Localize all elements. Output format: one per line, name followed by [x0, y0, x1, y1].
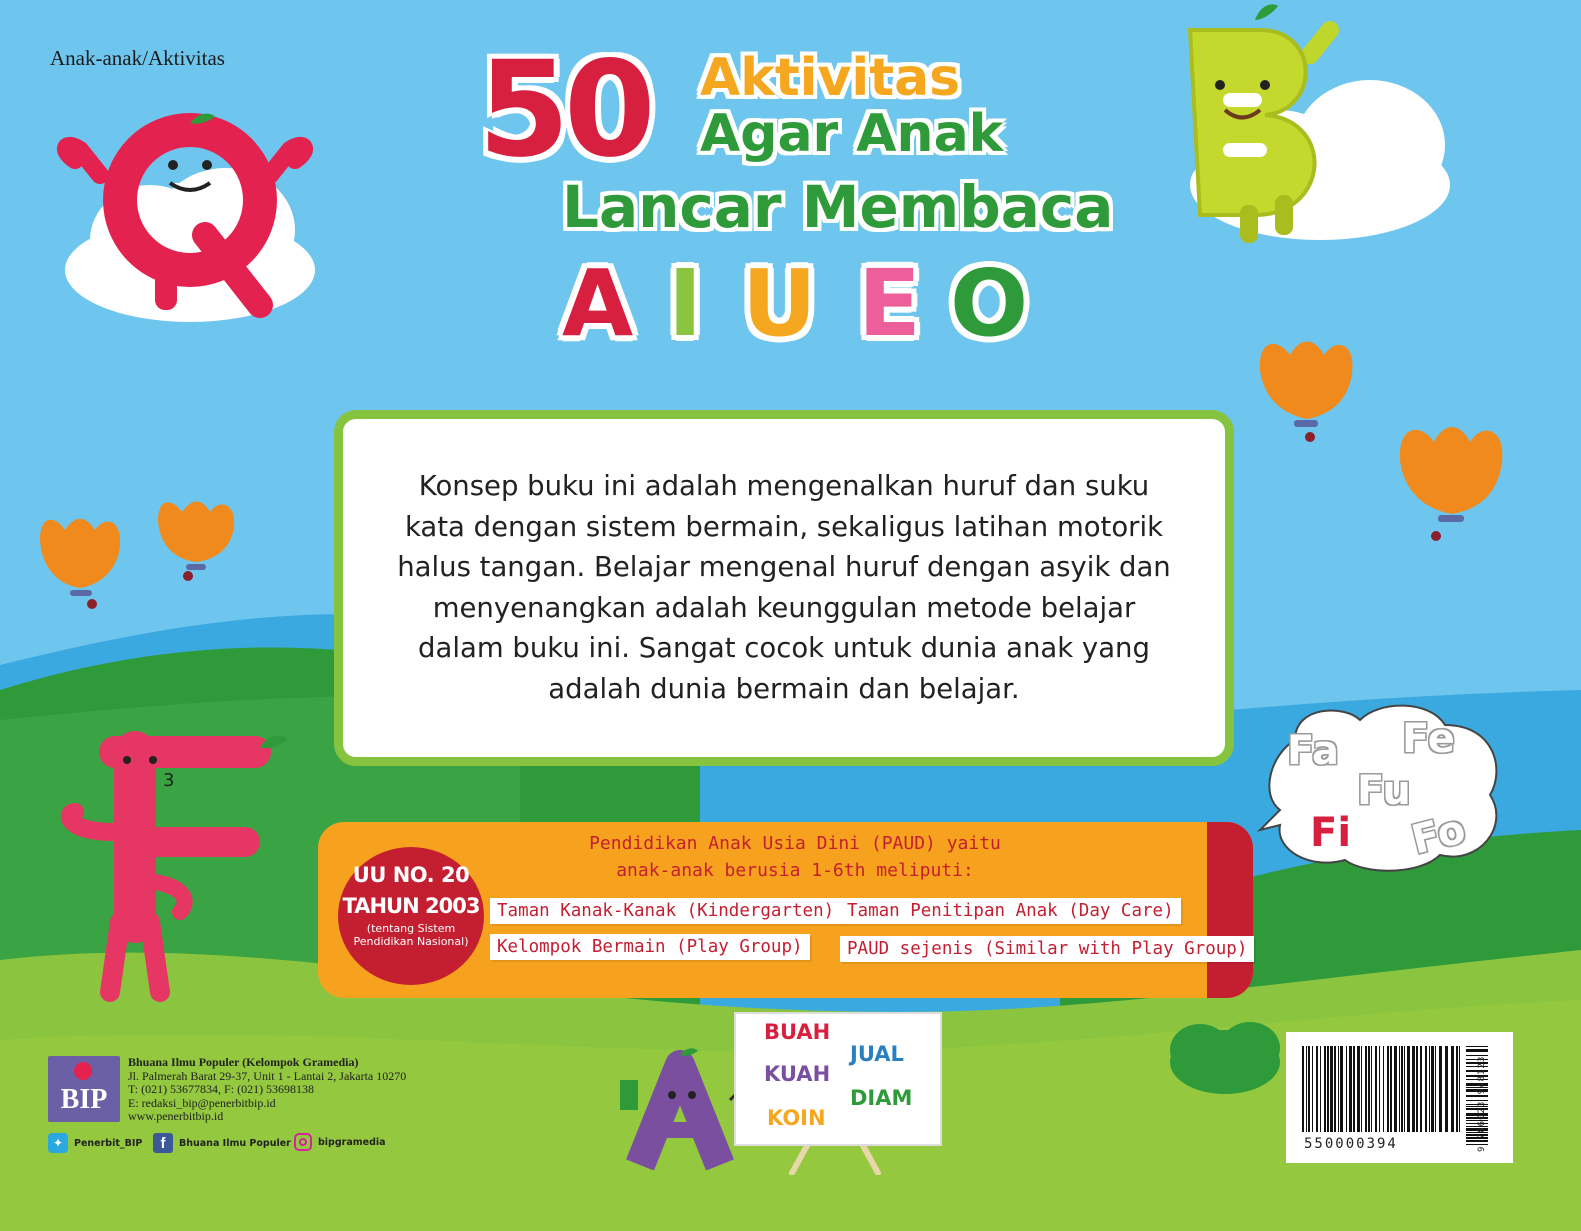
barcode-stripe [1349, 1046, 1352, 1132]
barcode-stripe [1435, 1046, 1436, 1132]
letter-q-character-icon [55, 105, 325, 320]
barcode-stripe [1401, 1046, 1403, 1132]
law-badge-line-1: UU NO. 20 [352, 863, 470, 887]
paud-item-similar: PAUD sejenis (Similar with Play Group) [840, 936, 1254, 962]
barcode-stripe [1399, 1046, 1400, 1132]
balloon-icon [1252, 335, 1362, 447]
barcode-stripe [1404, 1046, 1405, 1132]
barcode-stripe [1361, 1046, 1362, 1132]
title-line-2: Agar Anak [700, 104, 1004, 164]
barcode-stripe [1375, 1046, 1377, 1132]
publisher-logo-dot [74, 1062, 92, 1080]
description-text: Konsep buku ini adalah mengenalkan huruf dan suku kata dengan sistem bermain, sekaligus latihan motorik halus tangan. Belajar mengenal huruf dengan asyik dan menyenangkan adalah keunggulan metode belajar dalam buku ini. Sangat cocok untuk dunia anak yang adalah dunia bermain dan belajar. [397, 470, 1171, 705]
vowel-o: O [950, 250, 1029, 357]
publisher-name: Bhuana Ilmu Populer (Kelompok Gramedia) [128, 1055, 359, 1069]
instagram-link[interactable] [294, 1133, 386, 1151]
vowel-u: U [742, 250, 817, 357]
barcode-stripe [1431, 1046, 1434, 1132]
barcode-stripe [1445, 1046, 1448, 1132]
barcode-stripe [1439, 1046, 1442, 1132]
publisher-email: E: redaksi_bip@penerbitbip.id [128, 1095, 276, 1110]
board-word-jual: JUAL [850, 1042, 904, 1066]
twitter-handle: Penerbit_BIP [74, 1137, 143, 1149]
paud-item-day-care: Taman Penitipan Anak (Day Care) [840, 898, 1181, 924]
balloon-icon [150, 496, 240, 586]
board-word-diam: DIAM [850, 1086, 913, 1110]
barcode-stripe [1394, 1046, 1397, 1132]
barcode-stripe [1459, 1046, 1460, 1132]
publisher-logo [48, 1056, 120, 1122]
vowel-e: E [858, 250, 921, 357]
barcode-stripe [1425, 1046, 1427, 1132]
barcode-stripe [1371, 1046, 1372, 1132]
barcode-stripe [1390, 1046, 1392, 1132]
barcode-stripe [1379, 1046, 1380, 1132]
title-number: 50 [478, 33, 650, 187]
barcode-stripe [1368, 1046, 1370, 1132]
balloon-icon [30, 510, 130, 615]
barcode-stripe [1316, 1046, 1318, 1132]
barcode-stripe [1330, 1046, 1333, 1132]
letter-b-character-icon [1160, 0, 1360, 250]
syllable-fo: Fo [1407, 806, 1470, 864]
barcode-stripe [1306, 1046, 1307, 1132]
barcode-stripe [1357, 1046, 1360, 1132]
syllable-fa: Fa [1287, 728, 1339, 774]
balloon-icon [1394, 420, 1509, 545]
barcode-stripe [1320, 1046, 1321, 1132]
barcode-stripe [1308, 1046, 1310, 1132]
barcode-stripe [1334, 1046, 1336, 1132]
law-badge-note: (tentang Sistem Pendidikan Nasional) [353, 922, 469, 948]
title-line-3: Lancar Membaca [562, 173, 1114, 241]
letter-f-character-icon [55, 722, 300, 1007]
svg-text:3: 3 [163, 770, 175, 791]
law-badge-line-2: TAHUN 2003 [342, 894, 480, 918]
paud-title-line-1: Pendidikan Anak Usia Dini (PAUD) yaitu [589, 833, 1001, 854]
barcode-stripe [1346, 1046, 1347, 1132]
barcode-stripe [1456, 1046, 1458, 1132]
barcode-stripe [1416, 1046, 1418, 1132]
paud-item-kindergarten: Taman Kanak-Kanak (Kindergarten) [490, 898, 841, 924]
publisher-phone: T: (021) 53677834, F: (021) 53698138 [128, 1082, 315, 1096]
barcode-stripe [1451, 1046, 1454, 1132]
barcode-stripe [1338, 1046, 1339, 1132]
syllable-fi: Fi [1310, 810, 1352, 856]
barcode-stripe [1353, 1046, 1355, 1132]
barcode-stripe [1412, 1046, 1415, 1132]
barcode-stripe [1365, 1046, 1367, 1132]
instagram-icon [294, 1133, 312, 1151]
isbn-barcode-stripe [1466, 1046, 1488, 1047]
twitter-icon: ✦ [48, 1133, 68, 1153]
barcode-bars [1302, 1046, 1462, 1132]
barcode-stripe [1420, 1046, 1422, 1132]
paud-item-play-group: Kelompok Bermain (Play Group) [490, 934, 810, 960]
barcode-stripe [1383, 1046, 1384, 1132]
barcode-stripe [1429, 1046, 1430, 1132]
facebook-link[interactable] [153, 1133, 291, 1153]
facebook-icon: f [153, 1133, 173, 1153]
barcode-stripe [1302, 1046, 1304, 1132]
board-word-buah: BUAH [764, 1020, 831, 1044]
vowel-i: I [668, 250, 703, 357]
barcode-stripe [1324, 1046, 1326, 1132]
publisher-logo-text: BIP [60, 1084, 108, 1115]
syllable-fe: Fe [1402, 716, 1455, 762]
barcode-stripe [1327, 1046, 1329, 1132]
vowel-a: A [562, 250, 634, 357]
barcode-stripe [1387, 1046, 1389, 1132]
barcode-stripe [1407, 1046, 1410, 1132]
publisher-website[interactable]: www.penerbitbip.id [128, 1109, 224, 1123]
publisher-address: Jl. Palmerah Barat 29-37, Unit 1 - Lantai 2, Jakarta 10270 [128, 1068, 407, 1083]
syllable-fu: Fu [1357, 768, 1411, 814]
isbn-number: 9 786023 948123 [1477, 1055, 1487, 1152]
board-word-kuah: KUAH [764, 1062, 831, 1086]
publisher-info [128, 1056, 406, 1124]
paud-title-line-2: anak-anak berusia 1-6th meliputi: [616, 860, 974, 881]
instagram-handle: bipgramedia [318, 1136, 386, 1148]
barcode-number: 550000394 [1304, 1136, 1398, 1152]
twitter-link[interactable] [48, 1133, 142, 1153]
barcode-stripe [1312, 1046, 1313, 1132]
paud-title [520, 830, 1070, 884]
isbn-barcode-stripe [1466, 1049, 1488, 1052]
facebook-handle: Bhuana Ilmu Populer [179, 1137, 291, 1149]
category-label: Anak-anak/Aktivitas [50, 46, 225, 70]
title-line-1: Aktivitas [700, 48, 961, 108]
barcode-stripe [1340, 1046, 1343, 1132]
board-word-koin: KOIN [767, 1106, 826, 1130]
paud-banner-red-end [1207, 822, 1253, 998]
